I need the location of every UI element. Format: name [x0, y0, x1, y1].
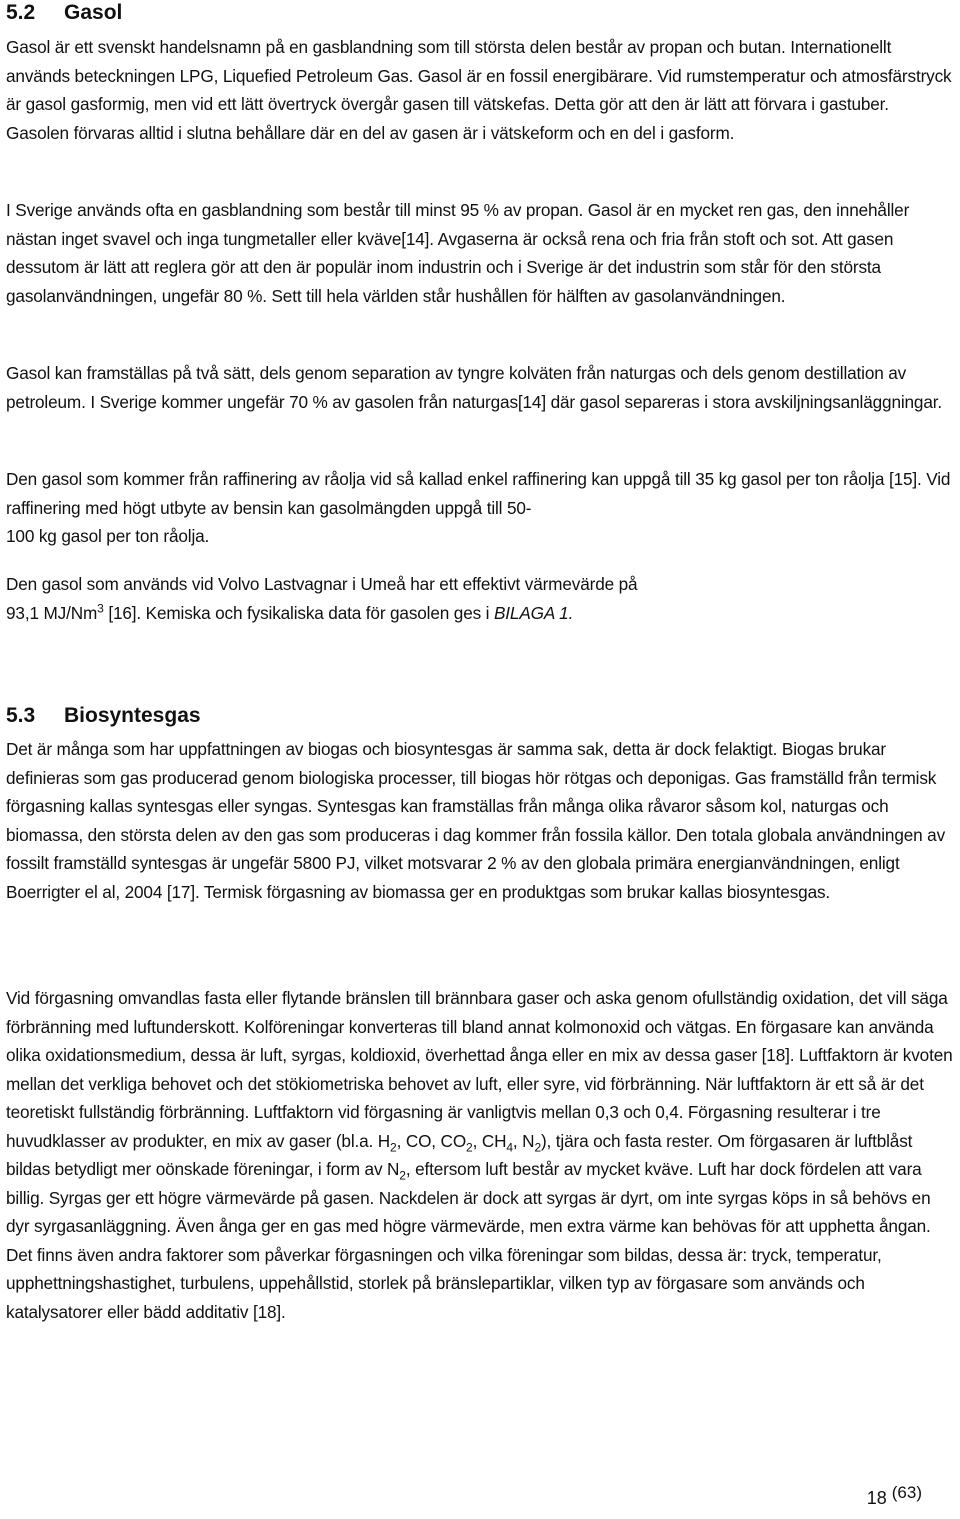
- subscript: 2: [534, 1139, 541, 1154]
- total-pages: (63): [891, 1483, 922, 1502]
- paragraph-line: Den gasol som kommer från raffinering av råolja vid så kallad enkel raffinering kan uppgå till 35 kg gasol per ton råolja [15]. Vid raffinering med högt utbyte av bensin kan gasolmängden uppgå till 50-: [6, 469, 951, 518]
- section-heading-biosyntesgas: [6, 703, 201, 729]
- subscript: 2: [390, 1139, 397, 1154]
- paragraph: [6, 984, 954, 1326]
- subscript: 2: [399, 1168, 406, 1183]
- paragraph-text: , CH: [472, 1130, 507, 1151]
- paragraph-text: , CO, CO: [396, 1130, 467, 1151]
- paragraph-text: 93,1 MJ/Nm: [6, 602, 98, 623]
- paragraph-text: Den gasol som används vid Volvo Lastvagnar i Umeå har ett effektivt värmevärde på: [6, 574, 638, 594]
- section-heading-gasol: [6, 0, 122, 26]
- paragraph-text: Vid förgasning omvandlas fasta eller flytande bränslen till brännbara gaser och aska genom ofullständig oxidation, det vill säga förbränning med luftunderskott. Kolföreningar konverteras till bland annat kolmonoxid och vätgas. En förgasare kan använda olika oxidationsmedium, dessa är luft, syrgas, koldioxid, överhettad ånga eller en mix av dessa gaser [18]. Luftfaktorn är kvoten mellan det verkliga behovet och det stökiometriska behovet av luft, eller syre, vid förbränning. När luftfaktorn är ett så är det teoretiskt fullständig förbränning. Luftfaktorn vid förgasning är vanligtvis mellan 0,3 och 0,4. Förgasning resulterar i tre huvudklasser av produkter, en mix av gaser (bl.a. H: [6, 988, 953, 1151]
- paragraph: I Sverige används ofta en gasblandning som består till minst 95 % av propan. Gasol är en mycket ren gas, den innehåller nästan inget svavel och inga tungmetaller eller kväve[14]. Avgaserna är också rena och fria från stoft och sot. Att gasen dessutom är lätt att reglera gör att den är populär inom industrin och i Sverige är det industrin som står för den största gasolanvändningen, ungefär 80 %. Sett till hela världen står hushållen för hälften av gasolanvändningen.: [6, 200, 910, 306]
- paragraph: Det är många som har uppfattningen av biogas och biosyntesgas är samma sak, detta är dock felaktigt. Biogas brukar definieras som gas producerad genom biologiska processer, till biogas hör rötgas och deponigas. Gas framställd från termisk förgasning kallas syntesgas eller syngas. Syntesgas kan framställas från många olika råvaror såsom kol, naturgas och biomassa, den största delen av den gas som produceras i dag kommer från fossila källor. Den totala globala användningen av fossilt framställd syntesgas är ungefär 5800 PJ, vilket motsvarar 2 % av den globala primära energianvändningen, enligt Boerrigter el al, 2004 [17]. Termisk förgasning av biomassa ger en produktgas som brukar kallas biosyntesgas.: [6, 739, 946, 902]
- section-number: 5.2: [6, 1, 36, 24]
- paragraph-text: , eftersom luft består av mycket kväve. Luft har dock fördelen att vara billig. Syrgas ger ett högre värmevärde på gasen. Nackdelen är dock att syrgas är dyrt, om inte syrgas köps in så behövs en dyr syrgasanläggning. Även ånga ger en gas med högre värmevärde, men extra värme kan behövas för att upphetta ångan. Det finns även andra faktorer som påverkar förgasningen och vilka föreningar som bildas, dessa är: tryck, temperatur, upphettningshastighet, turbulens, uppehållstid, storlek på bränslepartiklar, vilken typ av förgasare som används och katalysatorer eller bädd additativ [18].: [6, 1159, 931, 1322]
- page-number: [866, 1483, 922, 1509]
- paragraph-text: [16]. Kemiska och fysikaliska data för gasolen ges i: [103, 602, 494, 623]
- paragraph: Gasol kan framställas på två sätt, dels genom separation av tyngre kolväten från naturgas och dels genom destillation av petroleum. I Sverige kommer ungefär 70 % av gasolen från naturgas[14] där gasol separeras i stora avskiljningsanläggningar.: [6, 363, 942, 412]
- section-number: 5.3: [6, 704, 36, 727]
- appendix-reference: BILAGA 1.: [493, 602, 574, 623]
- section-title: Gasol: [64, 1, 123, 24]
- section-title: Biosyntesgas: [64, 704, 201, 727]
- current-page: 18: [866, 1488, 887, 1508]
- paragraph-line: 100 kg gasol per ton råolja.: [6, 526, 210, 546]
- paragraph: [6, 465, 954, 551]
- paragraph: Gasol är ett svenskt handelsnamn på en gasblandning som till största delen består av propan och butan. Internationellt används beteckningen LPG, Liquefied Petroleum Gas. Gasol är en fossil energibärare. Vid rumstemperatur och atmosfärstryck är gasol gasformig, men vid ett lätt övertryck övergår gasen till vätskefas. Detta gör att den är lätt att förvara i gastuber. Gasolen förvaras alltid i slutna behållare där en del av gasen är i vätskeform och en del i gasform.: [6, 37, 952, 143]
- subscript: 4: [506, 1139, 513, 1154]
- paragraph-text: ), tjära och fasta rester. Om förgasaren är luftblåst bildas betydligt mer oönskade föreningar, i form av N: [6, 1130, 913, 1179]
- paragraph-text: , N: [512, 1130, 535, 1151]
- superscript: 3: [97, 600, 104, 615]
- paragraph: [6, 570, 954, 627]
- subscript: 2: [466, 1139, 473, 1154]
